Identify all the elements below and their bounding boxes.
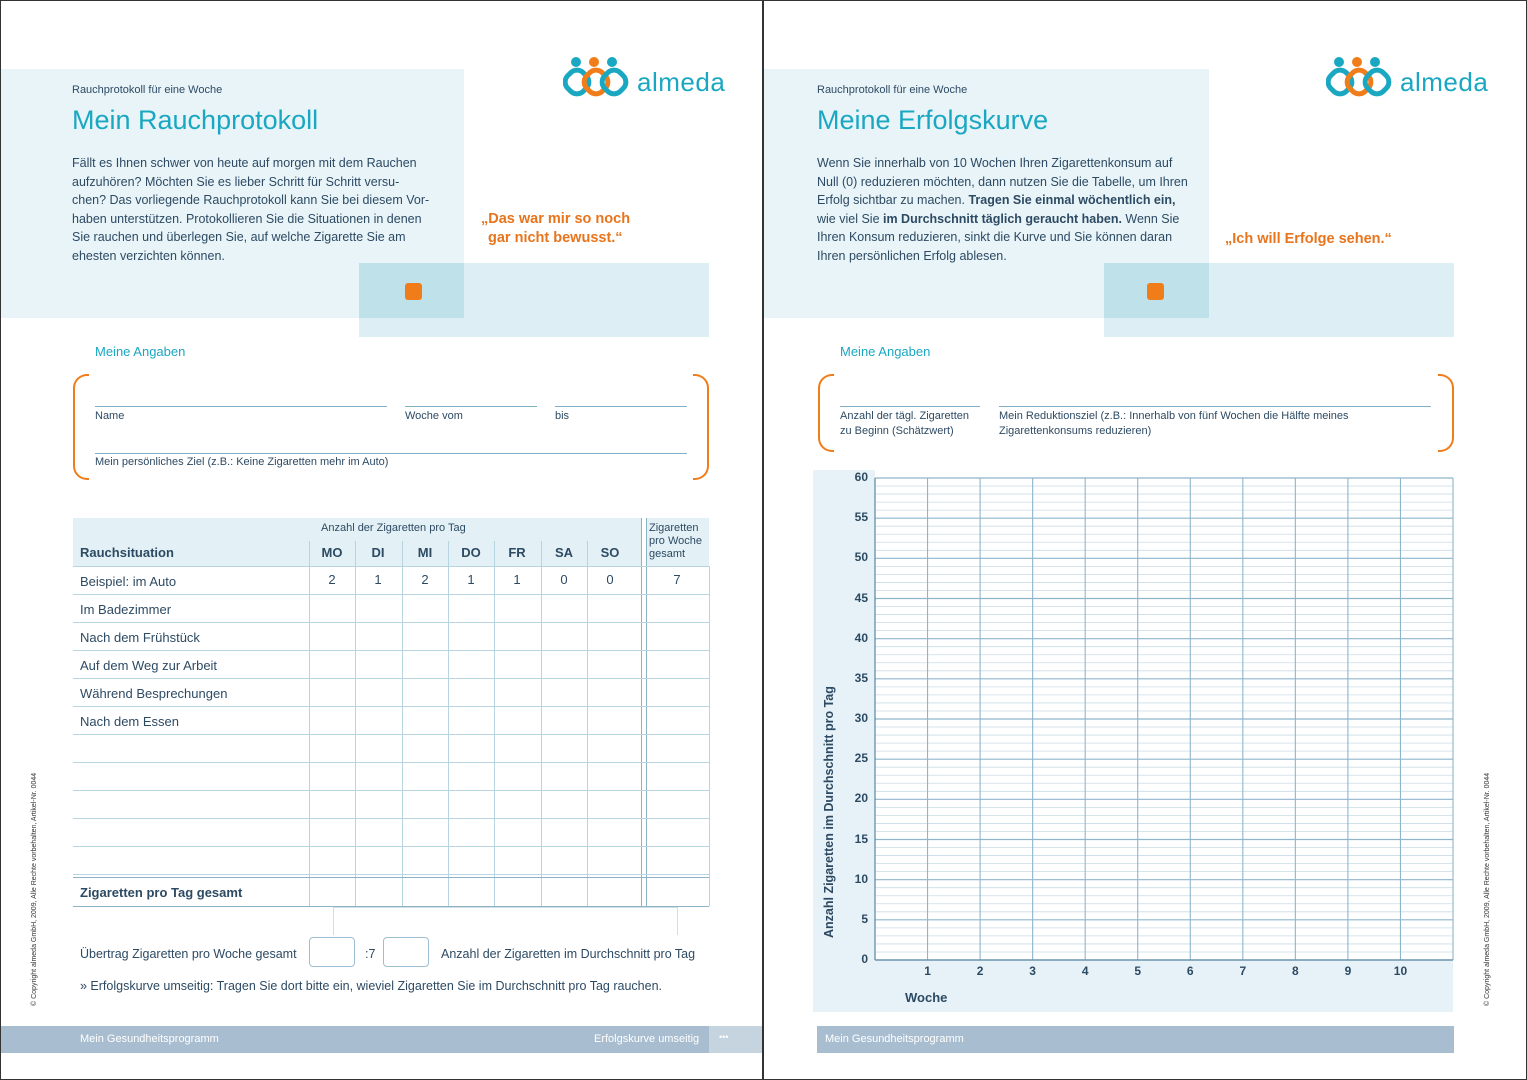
footer-left-text: Mein Gesundheitsprogramm xyxy=(825,1033,964,1045)
x-tick-label: 3 xyxy=(1029,964,1036,978)
situation-label: Auf dem Weg zur Arbeit xyxy=(80,658,218,673)
chart-y-label: Anzahl Zigaretten im Durchschnitt pro Tag xyxy=(822,686,836,938)
day-value: 0 xyxy=(606,572,614,587)
day-header-di: DI xyxy=(371,545,385,560)
brand-name: almeda xyxy=(1400,67,1489,97)
situation-label: Beispiel: im Auto xyxy=(80,574,177,589)
reduction-goal-label-line: Zigarettenkonsums reduzieren) xyxy=(999,425,1152,437)
day-header-mi: MI xyxy=(417,545,433,560)
copyright-text: © Copyright almeda GmbH, 2009, Alle Rechte vorbehalten, Artikel-Nr. 0044 xyxy=(1484,772,1491,1006)
days-group-header: Anzahl der Zigaretten pro Tag xyxy=(321,522,466,534)
situation-label: Nach dem Frühstück xyxy=(80,630,200,645)
intro-fragment: Wenn Sie innerhalb von 10 Wochen Ihren Zigarettenkonsum auf xyxy=(817,156,1173,170)
day-header-so: SO xyxy=(600,545,620,560)
intro-emphasis: Tragen Sie einmal wöchentlich ein, xyxy=(968,193,1176,208)
intro-fragment: wie viel Sie xyxy=(817,211,883,226)
y-tick-label: 5 xyxy=(861,911,868,926)
average-label: Anzahl der Zigaretten im Durchschnitt pro Tag xyxy=(441,947,696,961)
daily-start-label-line: zu Beginn (Schätzwert) xyxy=(840,425,954,437)
x-tick-label: 9 xyxy=(1344,964,1352,978)
y-tick-label: 0 xyxy=(861,952,868,966)
section-heading: Meine Angaben xyxy=(95,344,186,359)
day-value: 2 xyxy=(328,572,336,587)
daily-start-label-line: Anzahl der tägl. Zigaretten xyxy=(840,410,970,422)
day-value: 0 xyxy=(560,572,568,587)
intro-line: haben unterstützen. Protokollieren Sie die Situationen in denen xyxy=(72,211,422,226)
intro-emphasis: im Durchschnitt täglich geraucht haben. xyxy=(883,211,1122,226)
quote-text: „Ich will Erfolge sehen.“ xyxy=(1225,231,1392,247)
y-tick-label: 25 xyxy=(854,751,868,766)
y-tick-label: 35 xyxy=(854,670,868,685)
day-header-fr: FR xyxy=(508,545,526,560)
x-tick-label: 6 xyxy=(1186,964,1194,978)
intro-fragment: Ihren persönlichen Erfolg ablesen. xyxy=(817,248,1007,263)
x-tick-label: 1 xyxy=(924,964,931,978)
goal-label: Mein persönliches Ziel (z.B.: Keine Zigaretten mehr im Auto) xyxy=(95,456,389,468)
y-tick-label: 30 xyxy=(854,711,868,725)
y-tick-label: 45 xyxy=(854,590,868,605)
hint-text: » Erfolgskurve umseitig: Tragen Sie dort bitte ein, wieviel Zigaretten Sie im Durchschnitt pro Tag rauchen. xyxy=(80,979,662,993)
brand-name: almeda xyxy=(637,67,726,97)
reduction-goal-label-line: Mein Reduktionsziel (z.B.: Innerhalb von fünf Wochen die Hälfte meines xyxy=(999,410,1349,422)
week-total-header-line: gesamt xyxy=(649,548,686,560)
y-tick-label: 40 xyxy=(854,630,868,645)
y-tick-label: 55 xyxy=(854,510,868,525)
situation-label: Während Besprechungen xyxy=(80,686,228,701)
name-label: Name xyxy=(95,410,125,422)
intro-fragment: Erfolg sichtbar zu machen. xyxy=(817,193,969,208)
intro-fragment: Null (0) reduzieren möchten, dann nutzen Sie die Tabelle, um Ihren xyxy=(817,174,1188,189)
transfer-label: Übertrag Zigaretten pro Woche gesamt xyxy=(80,947,297,961)
quote-line: gar nicht bewusst.“ xyxy=(488,230,623,246)
until-label: bis xyxy=(555,410,570,422)
intro-line: ehesten verzichten können. xyxy=(72,248,225,263)
intro-line: Sie rauchen und überlegen Sie, auf welche Zigarette Sie am xyxy=(72,230,406,245)
page-subtitle: Rauchprotokoll für eine Woche xyxy=(817,84,968,96)
intro-fragment: Wenn Sie xyxy=(1121,211,1180,226)
section-heading: Meine Angaben xyxy=(840,344,931,359)
day-header-do: DO xyxy=(461,545,481,560)
divide-label: :7 xyxy=(365,947,376,961)
x-tick-label: 10 xyxy=(1393,964,1408,978)
footer-right-link[interactable]: Erfolgskurve umseitig xyxy=(594,1033,700,1045)
page-subtitle: Rauchprotokoll für eine Woche xyxy=(72,84,223,96)
y-tick-label: 15 xyxy=(854,831,868,846)
intro-line: aufzuhören? Möchten Sie es lieber Schritt für Schritt versu- xyxy=(72,174,400,189)
chart-x-label: Woche xyxy=(905,990,948,1005)
x-tick-label: 5 xyxy=(1134,964,1142,978)
footer-dots: ••• xyxy=(719,1032,729,1042)
intro-line: Fällt es Ihnen schwer von heute auf morgen mit dem Rauchen xyxy=(72,156,417,170)
quote-line: „Das war mir so noch xyxy=(481,211,631,227)
copyright-text: © Copyright almeda GmbH, 2009, Alle Rechte vorbehalten, Artikel-Nr. 0044 xyxy=(31,772,38,1006)
day-value: 1 xyxy=(467,572,475,587)
intro-fragment: Ihren Konsum reduzieren, sinkt die Kurve und Sie können daran xyxy=(817,230,1173,245)
week-total-value: 7 xyxy=(673,572,681,587)
y-tick-label: 50 xyxy=(854,550,868,565)
day-value: 2 xyxy=(421,572,429,587)
situation-header: Rauchsituation xyxy=(80,545,174,560)
x-tick-label: 4 xyxy=(1081,964,1089,978)
x-tick-label: 2 xyxy=(976,964,984,978)
x-tick-label: 8 xyxy=(1292,964,1299,978)
week-from-label: Woche vom xyxy=(405,410,463,422)
week-total-header-line: pro Woche xyxy=(649,535,702,547)
y-tick-label: 10 xyxy=(854,871,868,886)
x-tick-label: 7 xyxy=(1239,964,1247,978)
y-tick-label: 60 xyxy=(854,470,868,484)
intro-line: chen? Das vorliegende Rauchprotokoll kann Sie bei diesem Vor- xyxy=(72,193,430,208)
page-title: Meine Erfolgskurve xyxy=(817,105,1049,135)
situation-label: Im Badezimmer xyxy=(80,602,172,617)
day-value: 1 xyxy=(374,572,382,587)
daily-total-label: Zigaretten pro Tag gesamt xyxy=(80,885,243,900)
week-total-header-line: Zigaretten xyxy=(649,522,699,534)
day-header-sa: SA xyxy=(554,545,574,560)
y-tick-label: 20 xyxy=(854,791,868,806)
situation-label: Nach dem Essen xyxy=(80,714,179,729)
page-title: Mein Rauchprotokoll xyxy=(72,105,319,135)
footer-left-text: Mein Gesundheitsprogramm xyxy=(80,1033,219,1045)
day-value: 1 xyxy=(513,572,521,587)
day-header-mo: MO xyxy=(321,545,343,560)
